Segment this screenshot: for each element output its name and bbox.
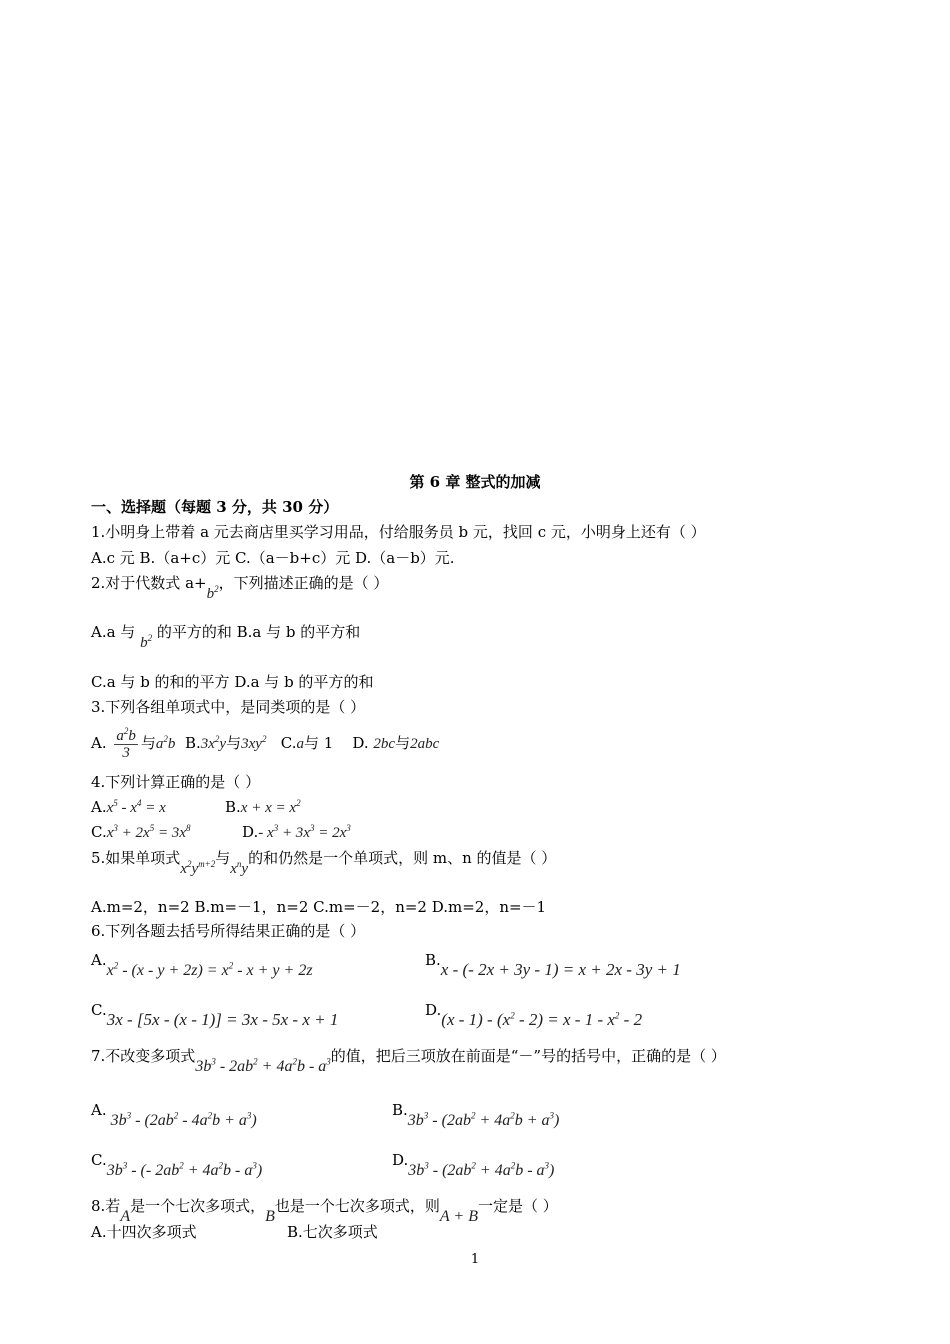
question-7-option-a: A. $3b^3 - (2ab^2 - 4a^2b + a^3)$ bbox=[91, 1101, 257, 1129]
question-6-option-c: C.3x - [5x - (x - 1)] = 3x - 5x - x + 1 bbox=[91, 1001, 339, 1029]
question-7-option-c: $C.3b^3$ - (- $2ab^2 + 4a^2b - a^3$) bbox=[91, 1151, 263, 1179]
question-6-option-b: B.x - (- 2x + 3y - 1) = x + 2x - 3y + 1 bbox=[425, 951, 681, 979]
question-7-option-b: $B.3b^3 - (2ab^2 + 4a^2b + a^3)$ bbox=[392, 1101, 560, 1129]
chapter-title: 第 6 章 整式的加减 bbox=[409, 473, 541, 491]
math-b-squared-option: $b^2$ bbox=[140, 633, 153, 651]
question-2-option-cd: C.a 与 b 的和的平方 D.a 与 b 的平方的和 bbox=[91, 673, 374, 691]
question-7-stem: 7.不改变多项式$3b^3 - 2ab^2 + 4a^2b - a^3$的值，把后三项放在前面是“－”号的括号中，正确的是（ ） bbox=[91, 1047, 726, 1075]
question-6-stem: 6.下列各题去括号所得结果正确的是（ ） bbox=[91, 922, 366, 940]
question-8-option-b: B.七次多项式 bbox=[287, 1223, 378, 1241]
question-3-options: A. $\frac{a^2b}{3}$ 与$a^2b$ $B.3x^2y$与$3xy^2$ C.a与 1 D. 2bc与2abc bbox=[91, 725, 440, 761]
question-7-option-d: $D.3b^3 - (2ab^2 + 4a^2b - a^3)$ bbox=[392, 1151, 555, 1179]
question-6-option-d: $D.(x - 1) - (x^2 - 2) = x - 1 - x^2 - 2$ bbox=[425, 1001, 643, 1029]
question-4-option-b: $B.x + x = x^2$ bbox=[225, 798, 301, 816]
question-6-option-a: $A.x^2 - (x - y + 2z) = x^2 - x + y + 2z$ bbox=[91, 951, 313, 979]
math-b-squared: $b^2$ bbox=[206, 584, 219, 602]
page-number: 1 bbox=[470, 1252, 480, 1267]
question-4-option-c: $C.x^3 + 2x^5 = 3x^8$ bbox=[91, 823, 191, 841]
math-fraction-a2b-over-3: $\frac{a^2b}{3}$ bbox=[116, 725, 136, 761]
question-4-stem: 4.下列计算正确的是（ ） bbox=[91, 773, 261, 791]
question-8-option-a: A.十四次多项式 bbox=[91, 1223, 197, 1241]
question-5-options: A.m=2，n=2 B.m=－1，n=2 C.m=－2，n=2 D.m=2，n=－1 bbox=[91, 898, 547, 916]
question-2-stem: 2.对于代数式 $a+b^2$，下列描述正确的是（ ） bbox=[91, 574, 389, 602]
question-4-option-d: D.- $x^3 + 3x^3 = 2x^3$ bbox=[242, 823, 351, 841]
question-1-stem: 1.小明身上带着 a 元去商店里买学习用品，付给服务员 b 元，找回 c 元，小明身上还有（ ） bbox=[91, 523, 706, 541]
math-xn-y: $x^ny$ bbox=[230, 859, 249, 877]
question-1-options: A.c 元 B.（a+c）元 C.（a－b+c）元 D.（a－b）元. bbox=[91, 549, 455, 567]
question-8-stem: 8.若A是一个七次多项式，B也是一个七次多项式，则A + B一定是（ ） bbox=[91, 1197, 558, 1225]
question-3-stem: 3.下列各组单项式中，是同类项的是（ ） bbox=[91, 698, 366, 716]
question-2-option-ab: A.a 与 $b^2$ 的平方的和 B.a 与 b 的平方和 bbox=[91, 623, 361, 651]
question-4-option-a: $A.x^5 - x^4 = x$ bbox=[91, 798, 166, 816]
math-polynomial: $3b^3 - 2ab^2 + 4a^2b - a^3$ bbox=[195, 1056, 331, 1075]
question-5-stem: 5.如果单项式$x^2y^{m+2}$与$x^ny$的和仍然是一个单项式，则 m、n 的值是（ ） bbox=[91, 849, 557, 877]
math-x2-y-m2: $x^2y^{m+2}$ bbox=[180, 859, 216, 877]
section-heading: 一、选择题（每题 3 分，共 30 分） bbox=[91, 498, 339, 516]
